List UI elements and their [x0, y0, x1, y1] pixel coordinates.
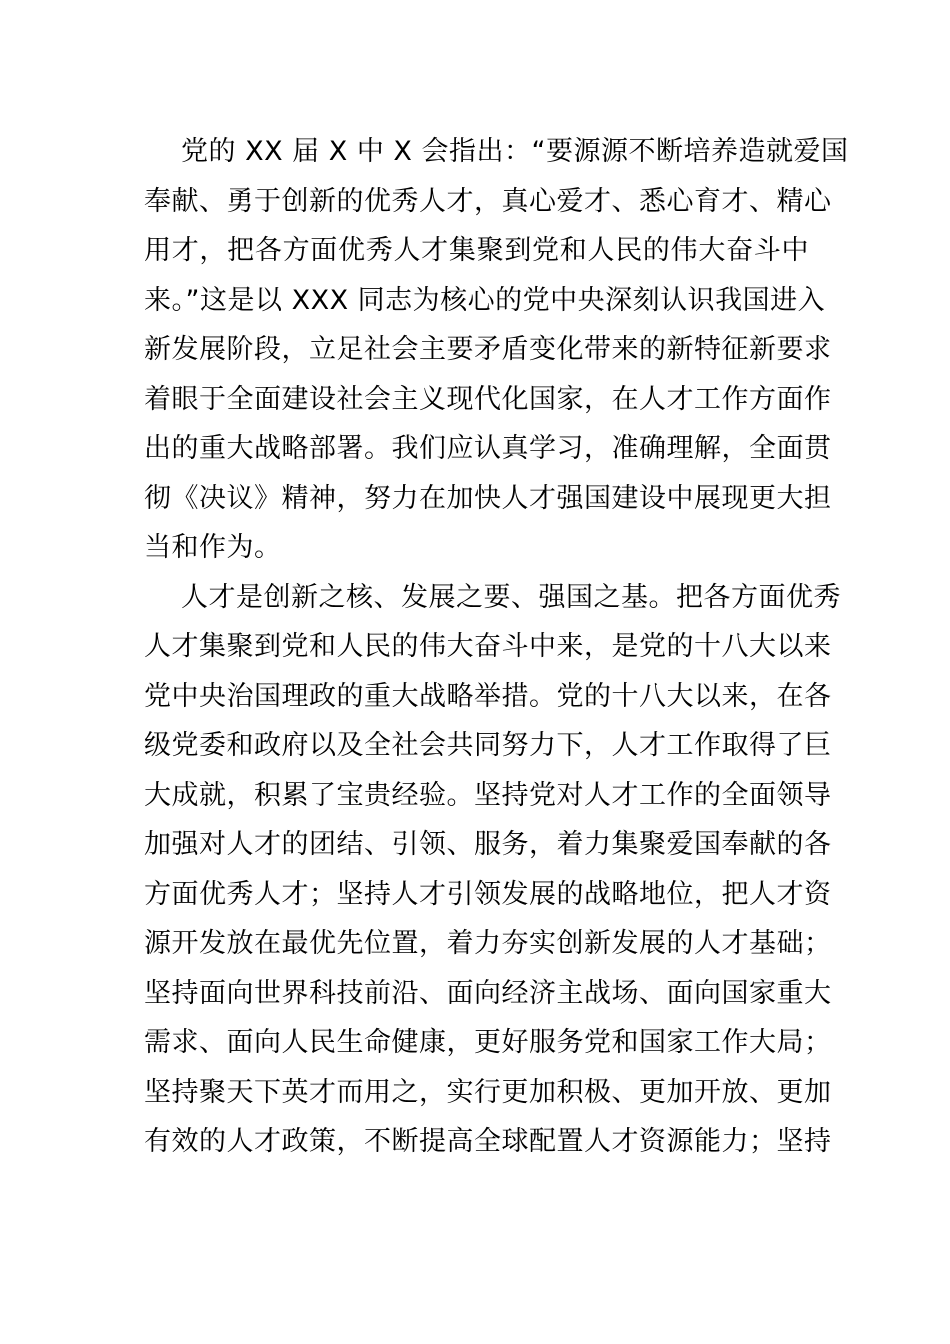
text-line: 人才集聚到党和人民的伟大奋斗中来，是党的十八大以来 [144, 631, 832, 662]
text-line: 坚持面向世界科技前沿、面向经济主战场、面向国家重大 [144, 977, 832, 1009]
text-line: 出的重大战略部署。我们应认真学习，准确理解，全面贯 [144, 433, 832, 464]
text-line: 当和作为。 [144, 532, 282, 563]
text-line: 来。”这是以 XXX 同志为核心的党中央深刻认识我国进入 [144, 284, 826, 316]
paragraph-1 [144, 127, 849, 573]
text-line: 源开发放在最优先位置，着力夯实创新发展的人才基础； [144, 928, 832, 959]
text-line: 党中央治国理政的重大战略举措。党的十八大以来，在各 [144, 680, 832, 712]
text-line: 着眼于全面建设社会主义现代化国家，在人才工作方面作 [144, 383, 832, 415]
text-line: 用才，把各方面优秀人才集聚到党和人民的伟大奋斗中 [144, 235, 809, 266]
paragraph-2 [144, 573, 841, 1167]
text-line: 方面优秀人才；坚持人才引领发展的战略地位，把人才资 [144, 878, 832, 910]
text-line: 加强对人才的团结、引领、服务，着力集聚爱国奉献的各 [144, 829, 832, 860]
text-line: 大成就，积累了宝贵经验。坚持党对人才工作的全面领导 [144, 779, 832, 811]
text-line: 奉献、勇于创新的优秀人才，真心爱才、悉心育才、精心 [144, 185, 832, 217]
text-line: 彻《决议》精神，努力在加快人才强国建设中展现更大担 [144, 482, 832, 514]
text-line: 需求、面向人民生命健康，更好服务党和国家工作大局； [144, 1027, 832, 1058]
text-line: 人才是创新之核、发展之要、强国之基。把各方面优秀 [181, 581, 841, 613]
text-line: 党的 XX 届 X 中 X 会指出：“要源源不断培养造就爱国 [181, 136, 849, 167]
text-line: 级党委和政府以及全社会共同努力下，人才工作取得了巨 [144, 730, 832, 761]
text-line: 新发展阶段，立足社会主要矛盾变化带来的新特征新要求 [144, 334, 832, 365]
text-line: 有效的人才政策，不断提高全球配置人才资源能力；坚持 [144, 1126, 832, 1157]
text-line: 坚持聚天下英才而用之，实行更加积极、更加开放、更加 [144, 1076, 832, 1108]
document-body [144, 127, 849, 1167]
